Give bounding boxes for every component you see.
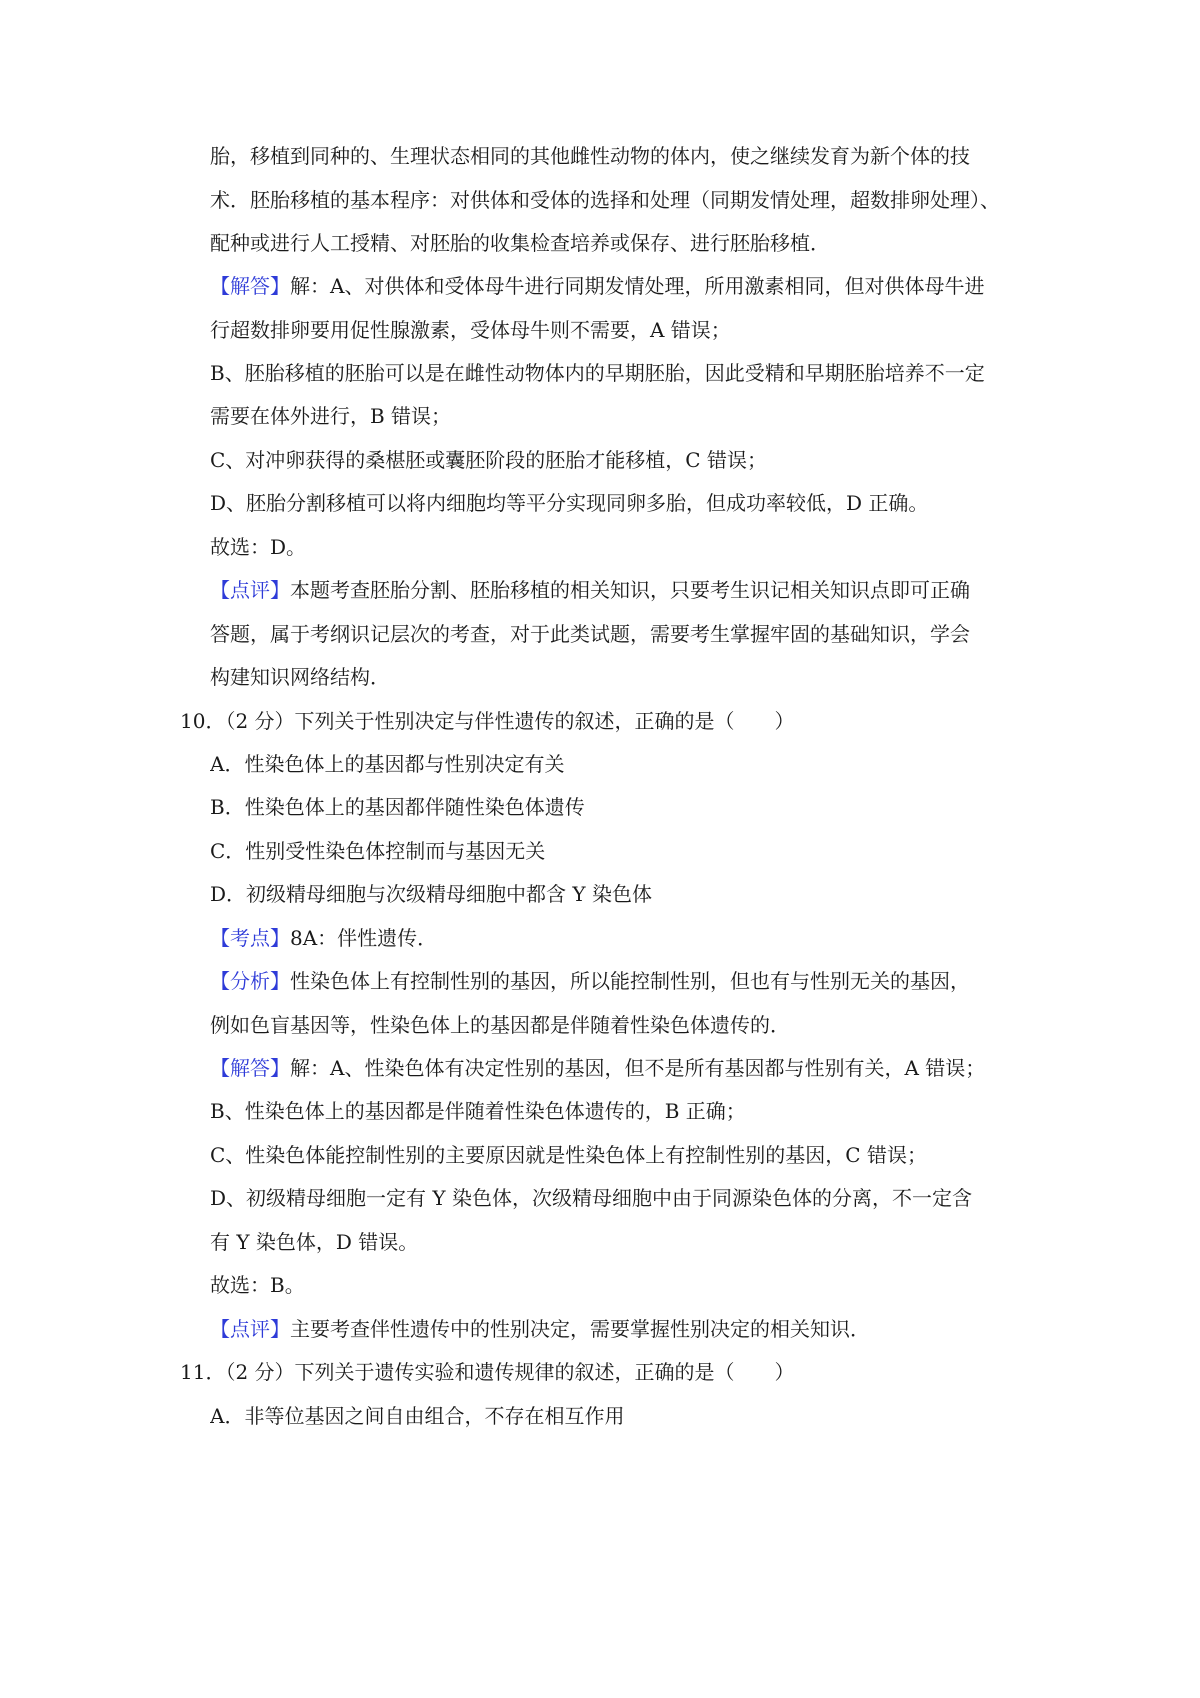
q9-review-line-2: 答题，属于考纲识记层次的考查，对于此类试题，需要考生掌握牢固的基础知识，学会 [210,622,970,646]
q9-answer-line-7: 故选：D。 [210,535,307,559]
q10-option-a: A．性染色体上的基因都与性别决定有关 [210,752,565,776]
q9-answer-line-2: 行超数排卵要用促性腺激素，受体母牛则不需要，A 错误； [210,318,731,342]
q10-review-line [210,1315,1030,1343]
q10-option-d: D．初级精母细胞与次级精母细胞中都含 Y 染色体 [210,882,652,906]
q10-option-b: B．性染色体上的基因都伴随性染色体遗传 [210,795,585,819]
q9-answer-line-6: D、胚胎分割移植可以将内细胞均等平分实现同卵多胎，但成功率较低，D 正确。 [210,491,929,515]
q10-answer-line-4: D、初级精母细胞一定有 Y 染色体，次级精母细胞中由于同源染色体的分离，不一定含 [210,1186,972,1210]
q9-analysis-line-3: 配种或进行人工授精、对胚胎的收集检查培养或保存、进行胚胎移植． [210,231,830,255]
q10-answer-line-6: 故选：B。 [210,1273,305,1297]
q10-answer-text: 解：A、性染色体有决定性别的基因，但不是所有基因都与性别有关，A 错误； [290,1056,986,1080]
q9-answer-text: 解：A、对供体和受体母牛进行同期发情处理，所用激素相同，但对供体母牛进 [290,274,985,298]
q10-answer-line-5: 有 Y 染色体，D 错误。 [210,1230,419,1254]
q11-stem: 11．（2 分）下列关于遗传实验和遗传规律的叙述，正确的是（ ） [180,1360,795,1384]
review-tag: 【点评】 [210,578,290,602]
q9-answer-line-4: 需要在体外进行，B 错误； [210,404,452,428]
q10-answer-line-3: C、性染色体能控制性别的主要原因就是性染色体上有控制性别的基因，C 错误； [210,1143,927,1167]
q10-stem: 10．（2 分）下列关于性别决定与伴性遗传的叙述，正确的是（ ） [180,709,795,733]
answer-tag: 【解答】 [210,274,290,298]
q9-answer-line-5: C、对冲卵获得的桑椹胚或囊胚阶段的胚胎才能移植，C 错误； [210,448,767,472]
q10-answer-line-1 [210,1054,1030,1082]
q10-analysis-line-2: 例如色盲基因等，性染色体上的基因都是伴随着性染色体遗传的． [210,1013,790,1037]
q9-analysis-line-2: 术．胚胎移植的基本程序：对供体和受体的选择和处理（同期发情处理，超数排卵处理）、 [210,188,1000,212]
q10-analysis-line-1 [210,967,1030,995]
q9-answer-line-3: B、胚胎移植的胚胎可以是在雌性动物体内的早期胚胎，因此受精和早期胚胎培养不一定 [210,361,985,385]
q9-review-line-3: 构建知识网络结构． [210,665,390,689]
q9-review-line-1 [210,576,1030,604]
q9-answer-line-1 [210,272,1030,300]
q9-analysis-line-1: 胎，移植到同种的、生理状态相同的其他雌性动物的体内，使之继续发育为新个体的技 [210,144,970,168]
q10-point-text: 8A：伴性遗传． [290,926,438,950]
q10-point-line [210,924,1030,952]
q9-review-text: 本题考查胚胎分割、胚胎移植的相关知识，只要考生识记相关知识点即可正确 [290,578,970,602]
q10-analysis-text: 性染色体上有控制性别的基因，所以能控制性别，但也有与性别无关的基因， [290,969,970,993]
q10-review-text: 主要考查伴性遗传中的性别决定，需要掌握性别决定的相关知识． [290,1317,870,1341]
review-tag: 【点评】 [210,1317,290,1341]
point-tag: 【考点】 [210,926,290,950]
q11-option-a: A．非等位基因之间自由组合，不存在相互作用 [210,1404,625,1428]
q10-answer-line-2: B、性染色体上的基因都是伴随着性染色体遗传的，B 正确； [210,1099,746,1123]
answer-tag: 【解答】 [210,1056,290,1080]
analysis-tag: 【分析】 [210,969,290,993]
q10-option-c: C．性别受性染色体控制而与基因无关 [210,839,546,863]
